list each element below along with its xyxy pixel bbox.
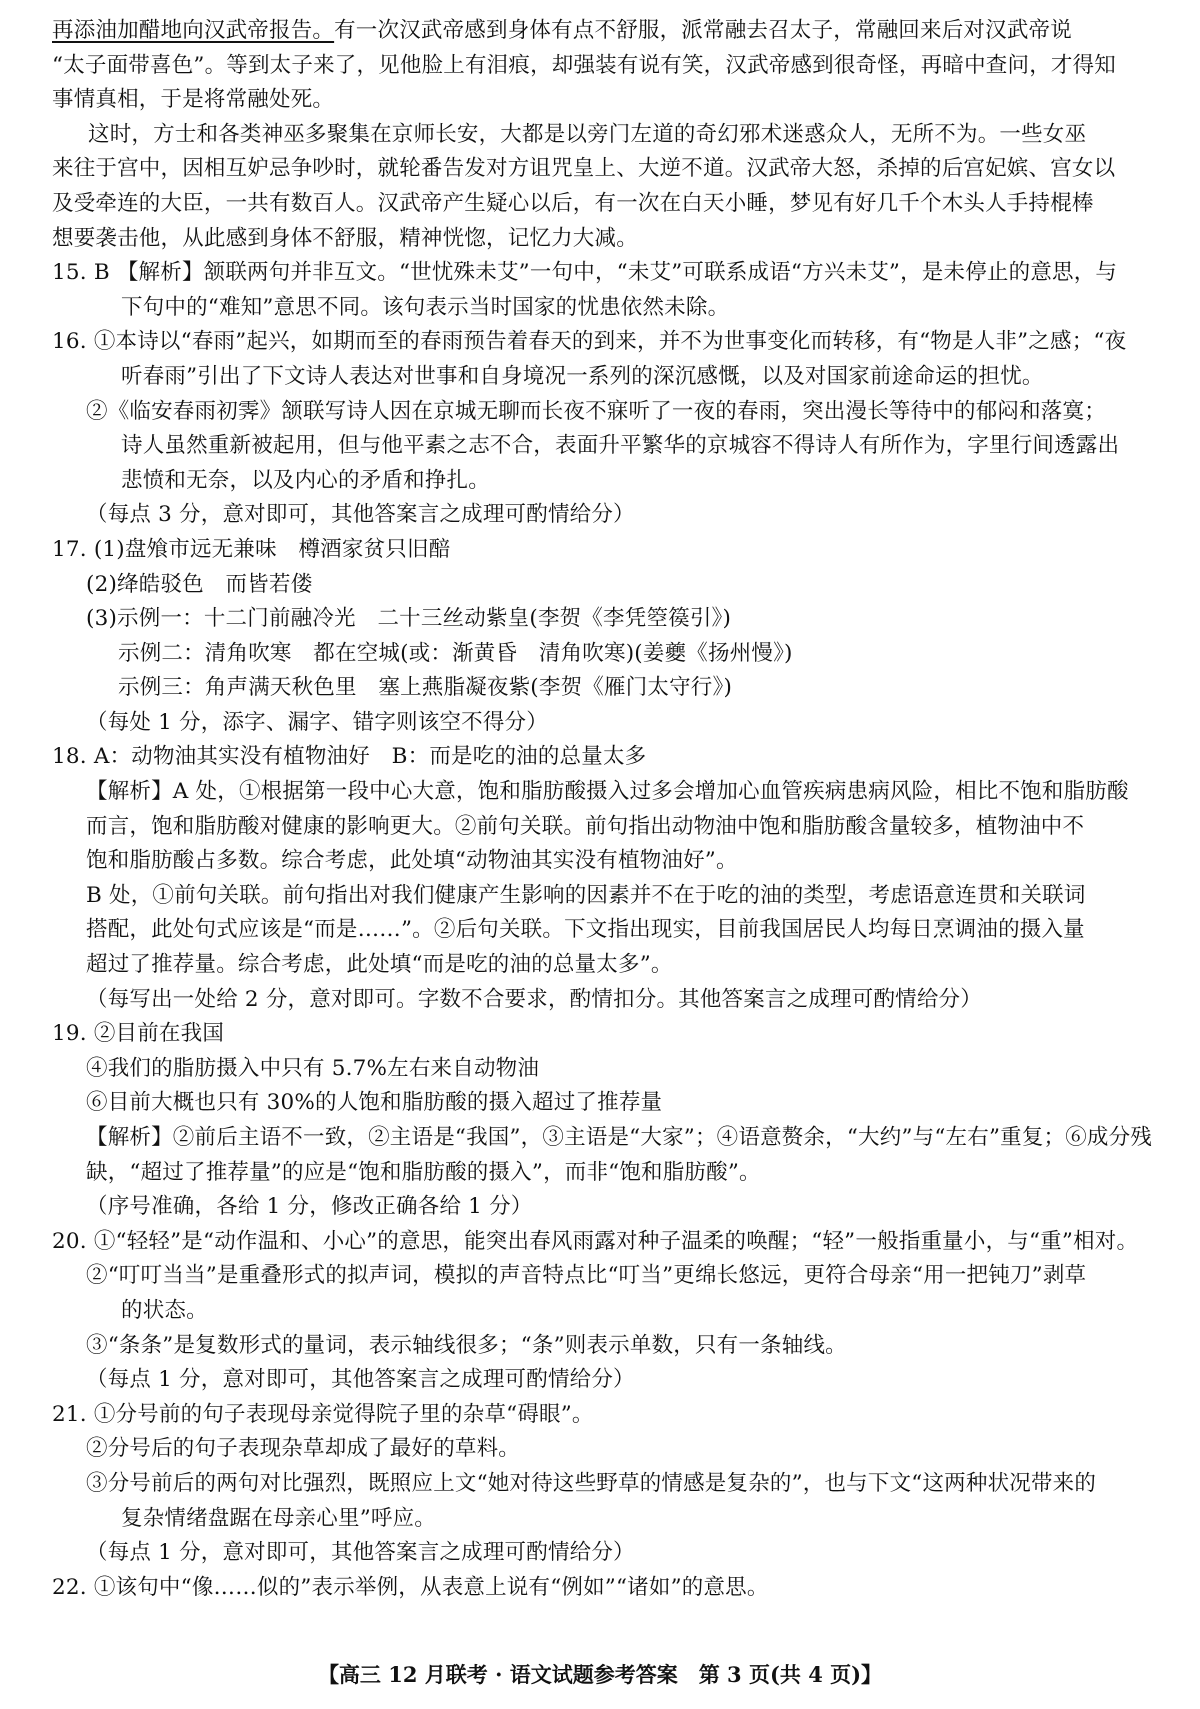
text-line	[0, 810, 1200, 845]
line-text: 的状态。	[121, 1297, 208, 1323]
underlined-text: 再添油加醋地向汉武帝报告。	[52, 18, 335, 43]
text-line	[0, 1294, 1200, 1329]
line-text: 【解析】②前后主语不一致，②主语是“我国”，③主语是“大家”；④语意赘余，“大约”与“左右”重复；⑥成分残	[86, 1125, 1153, 1150]
text-line	[0, 1156, 1200, 1191]
text-line	[0, 1398, 1200, 1433]
line-text: ②分号后的句子表现杂草却成了最好的草料。	[86, 1436, 521, 1462]
line-text: 19. ②目前在我国	[52, 1021, 225, 1047]
line-text: （每处 1 分，添字、漏字、错字则该空不得分）	[86, 709, 548, 735]
text-line	[0, 602, 1200, 637]
text-line	[0, 325, 1200, 360]
text-line	[0, 498, 1200, 533]
line-text: 搭配，此处句式应该是“而是……”。②后句关联。下文指出现实，目前我国居民人均每日烹调油的摄入量	[86, 917, 1085, 943]
line-text: 16. ①本诗以“春雨”起兴，如期而至的春雨预告着春天的到来，并不为世事变化而转移，有“物是人非”之感；“夜	[52, 329, 1127, 355]
text-line	[0, 1121, 1200, 1156]
text-line	[0, 844, 1200, 879]
line-text: 复杂情绪盘踞在母亲心里”呼应。	[121, 1505, 436, 1531]
text-line	[0, 637, 1200, 672]
line-text: (2)绛皓驳色 而皆若偻	[86, 571, 313, 597]
line-text: 17. (1)盘飧市远无兼味 樽酒家贫只旧醅	[52, 536, 451, 562]
text-line	[0, 879, 1200, 914]
text-line	[0, 222, 1200, 257]
text-line	[0, 152, 1200, 187]
text-line	[0, 1086, 1200, 1121]
line-text: ③“条条”是复数形式的量词，表示轴线很多；“条”则表示单数，只有一条轴线。	[86, 1332, 847, 1358]
line-text: 超过了推荐量。综合考虑，此处填“而是吃的油的总量太多”。	[86, 952, 673, 978]
line-text: （每点 1 分，意对即可，其他答案言之成理可酌情给分）	[86, 1367, 635, 1393]
text-line	[0, 533, 1200, 568]
line-text: 而言，饱和脂肪酸对健康的影响更大。②前句关联。前句指出动物油中饱和脂肪酸含量较多，植物油中不	[86, 813, 1085, 839]
line-text: 悲愤和无奈，以及内心的矛盾和挣扎。	[121, 467, 490, 493]
text-line	[0, 913, 1200, 948]
text-line	[0, 464, 1200, 499]
text-line	[0, 1432, 1200, 1467]
text-line	[0, 948, 1200, 983]
line-text: 示例二：清角吹寒 都在空城(或：渐黄昏 清角吹寒)(姜夔《扬州慢》)	[118, 640, 793, 666]
line-text: ③分号前后的两句对比强烈，既照应上文“她对待这些野草的情感是复杂的”，也与下文“这两种状况带来的	[86, 1470, 1097, 1496]
text-line	[0, 429, 1200, 464]
line-text: B 处，①前句关联。前句指出对我们健康产生影响的因素并不在于吃的油的类型，考虑语意连贯和关联词	[86, 882, 1086, 908]
line-text: 饱和脂肪酸占多数。综合考虑，此处填“动物油其实没有植物油好”。	[86, 848, 738, 874]
text-line	[0, 1017, 1200, 1052]
text-line	[0, 360, 1200, 395]
text-line	[0, 1502, 1200, 1537]
line-text: 下句中的“难知”意思不同。该句表示当时国家的忧患依然未除。	[121, 294, 730, 320]
text-line	[0, 1571, 1200, 1606]
text-line	[0, 983, 1200, 1018]
text-line	[0, 1052, 1200, 1087]
text-line	[0, 49, 1200, 84]
line-text: （每写出一处给 2 分，意对即可。字数不合要求，酌情扣分。其他答案言之成理可酌情给分）	[86, 986, 982, 1012]
text-line	[0, 291, 1200, 326]
text-line	[0, 1190, 1200, 1225]
line-text: 15. B 【解析】颔联两句并非互文。“世忧殊未艾”一句中，“未艾”可联系成语“方兴未艾”，是未停止的意思，与	[52, 260, 1118, 286]
text-line	[0, 706, 1200, 741]
line-text: 示例三：角声满天秋色里 塞上燕脂凝夜紫(李贺《雁门太守行》)	[118, 675, 733, 701]
text-line	[0, 118, 1200, 153]
line-text: 这时，方士和各类神巫多聚集在京师长安，大都是以旁门左道的奇幻邪术迷惑众人，无所不为。一些女巫	[88, 121, 1087, 147]
line-text: ④我们的脂肪摄入中只有 5.7%左右来自动物油	[86, 1055, 540, 1081]
line-text: 想要袭击他，从此感到身体不舒服，精神恍惚，记忆力大减。	[52, 225, 638, 251]
text-line	[0, 395, 1200, 430]
line-text: （每点 1 分，意对即可，其他答案言之成理可酌情给分）	[86, 1540, 635, 1566]
line-text: 18. A：动物油其实没有植物油好 B：而是吃的油的总量太多	[52, 744, 647, 770]
text-line	[0, 14, 1200, 49]
line-text: 有一次汉武帝感到身体有点不舒服，派常融去召太子，常融回来后对汉武帝说	[334, 18, 1072, 43]
text-line	[0, 775, 1200, 810]
line-text: 听春雨”引出了下文诗人表达对世事和自身境况一系列的深沉感慨，以及对国家前途命运的担忧。	[121, 363, 1044, 389]
page-footer: 【高三 12 月联考 · 语文试题参考答案 第 3 页(共 4 页)】	[317, 1662, 883, 1687]
line-text: 缺，“超过了推荐量”的应是“饱和脂肪酸的摄入”，而非“饱和脂肪酸”。	[86, 1159, 761, 1185]
text-line	[0, 568, 1200, 603]
line-text: （序号准确，各给 1 分，修改正确各给 1 分）	[86, 1194, 533, 1220]
line-text: ⑥目前大概也只有 30%的人饱和脂肪酸的摄入超过了推荐量	[86, 1090, 663, 1116]
text-line	[0, 187, 1200, 222]
line-text: “太子面带喜色”。等到太子来了，见他脸上有泪痕，却强装有说有笑，汉武帝感到很奇怪，再暗中查问，才得知	[52, 52, 1116, 78]
line-text: ②“叮叮当当”是重叠形式的拟声词，模拟的声音特点比“叮当”更绵长悠远，更符合母亲“用一把钝刀”剥草	[86, 1263, 1087, 1289]
line-text: 来往于宫中，因相互妒忌争吵时，就轮番告发对方诅咒皇上、大逆不道。汉武帝大怒，杀掉的后宫妃嫔、宫女以	[52, 156, 1116, 182]
text-line	[0, 256, 1200, 291]
text-line	[0, 740, 1200, 775]
text-line	[0, 1536, 1200, 1571]
text-line	[0, 671, 1200, 706]
line-text: 诗人虽然重新被起用，但与他平素之志不合，表面升平繁华的京城容不得诗人有所作为，字里行间透露出	[121, 433, 1120, 459]
line-text: ②《临安春雨初霁》颔联写诗人因在京城无聊而长夜不寐听了一夜的春雨，突出漫长等待中的郁闷和落寞；	[86, 398, 1106, 424]
text-line	[0, 1363, 1200, 1398]
answer-body	[0, 14, 1200, 1605]
line-text: 及受牵连的大臣，一共有数百人。汉武帝产生疑心以后，有一次在白天小睡，梦见有好几千个木头人手持棍棒	[52, 190, 1094, 216]
line-text: 事情真相，于是将常融处死。	[52, 87, 335, 113]
line-text: (3)示例一：十二门前融冷光 二十三丝动紫皇(李贺《李凭箜篌引》)	[86, 606, 732, 632]
text-line	[0, 1259, 1200, 1294]
text-line	[0, 1225, 1200, 1260]
text-line	[0, 1467, 1200, 1502]
line-text: 20. ①“轻轻”是“动作温和、小心”的意思，能突出春风雨露对种子温柔的唤醒；“轻”一般指重量小，与“重”相对。	[52, 1228, 1139, 1254]
line-text: 【解析】A 处，①根据第一段中心大意，饱和脂肪酸摄入过多会增加心血管疾病患病风险，相比不饱和脂肪酸	[86, 779, 1129, 805]
text-line	[0, 1329, 1200, 1364]
line-text: （每点 3 分，意对即可，其他答案言之成理可酌情给分）	[86, 502, 635, 528]
line-text: 22. ①该句中“像……似的”表示举例，从表意上说有“例如”“诸如”的意思。	[52, 1574, 769, 1600]
line-text: 21. ①分号前的句子表现母亲觉得院子里的杂草“碍眼”。	[52, 1401, 594, 1427]
text-line	[0, 83, 1200, 118]
